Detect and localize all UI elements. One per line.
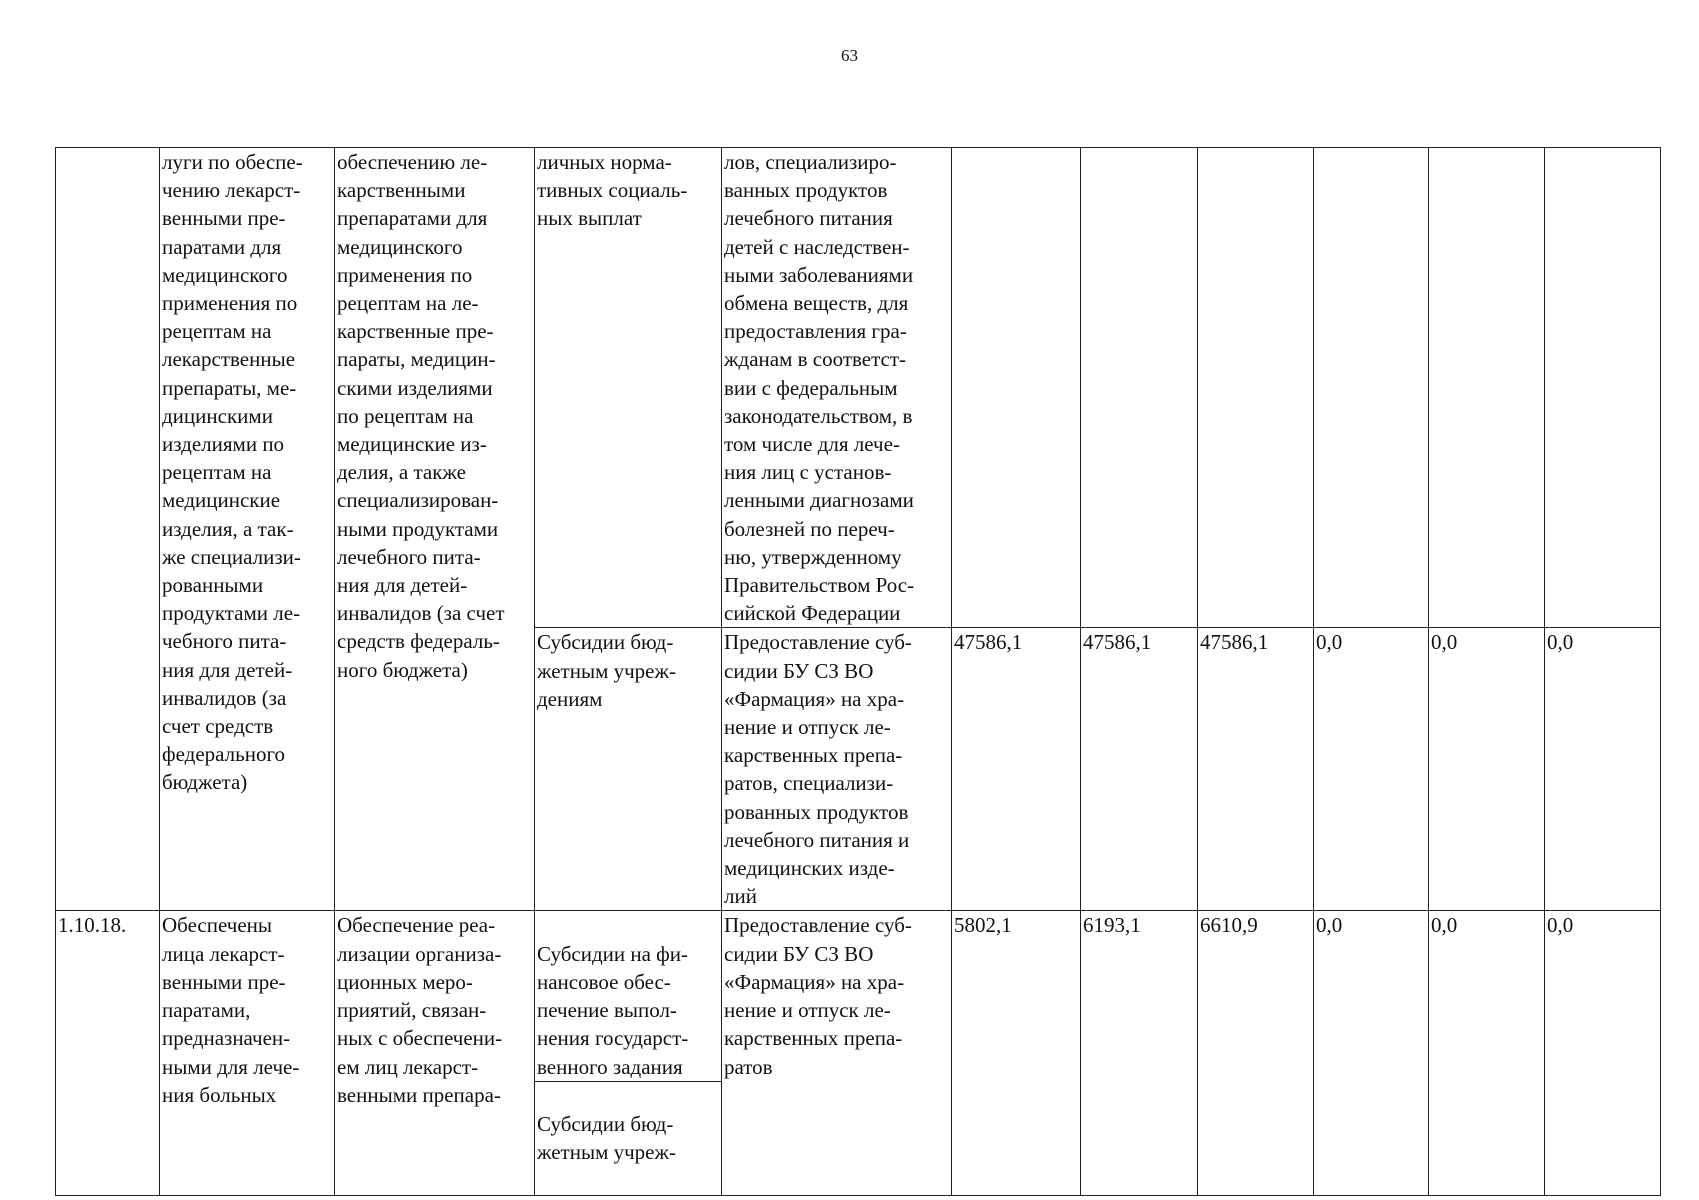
cell-value-3 xyxy=(1198,148,1314,628)
cell-purpose: лов, специализиро- ванных продуктов лечебного питания детей с наследствен- ными заболеваниями обмена веществ, для предоставления гра- жданам в соответст- вии с федеральным законодательством, в том числе для лече- ния лиц с установ- ленными диагнозами болезней по переч- ню, утвержденному Правительством Рос- сийской Федерации xyxy=(722,148,952,628)
cell-value-2: 47586,1 xyxy=(1081,628,1198,911)
cell-value-3: 6610,9 xyxy=(1198,911,1314,1195)
cell-value-1 xyxy=(952,148,1081,628)
cell-purpose: Предоставление суб- сидии БУ СЗ ВО «Фармация» на хра- нение и отпуск ле- карственных препа- ратов xyxy=(722,911,952,1195)
cell-value-1: 5802,1 xyxy=(952,911,1081,1195)
cell-value-6 xyxy=(1545,148,1661,628)
expense-type-first: Субсидии на фи- нансовое обес- печение выпол- нения государст- венного задания xyxy=(535,940,721,1082)
cell-result: Обеспечены лица лекарст- венными пре- паратами, предназначен- ными для лече- ния больных xyxy=(160,911,335,1195)
cell-value-6: 0,0 xyxy=(1545,628,1661,911)
cell-value-5: 0,0 xyxy=(1429,911,1545,1195)
cell-number xyxy=(56,148,160,911)
cell-expense-type: личных норма- тивных социаль- ных выплат xyxy=(535,148,722,628)
table-row xyxy=(56,148,1661,628)
cell-value-6: 0,0 xyxy=(1545,911,1661,1195)
cell-value-2: 6193,1 xyxy=(1081,911,1198,1195)
budget-table xyxy=(55,147,1661,1196)
cell-value-4: 0,0 xyxy=(1314,628,1429,911)
expense-type-second: Субсидии бюд- жетным учреж- xyxy=(537,1111,677,1165)
cell-activity: обеспечению ле- карственными препаратами для медицинского применения по рецептам на ле- карственные пре- параты, медицин- скими изделиями по рецептам на медицинские из- делия, а также специализирован- ными продуктами лечебного пита- ния для детей- инвалидов (за счет средств федераль- ного бюджета) xyxy=(335,148,535,911)
cell-purpose: Предоставление суб- сидии БУ СЗ ВО «Фармация» на хра- нение и отпуск ле- карственных препа- ратов, специализи- рованных продуктов лечебного питания и медицинских изде- лий xyxy=(722,628,952,911)
cell-value-4: 0,0 xyxy=(1314,911,1429,1195)
cell-expense-type: Субсидии бюд- жетным учреж- дениям xyxy=(535,628,722,911)
cell-result: луги по обеспе- чению лекарст- венными пре- паратами для медицинского применения по рецептам на лекарственные препараты, ме- дицинскими изделиями по рецептам на медицинские изделия, а так- же специализи- рованными продуктами ле- чебного пита- ния для детей- инвалидов (за счет средств федерального бюджета) xyxy=(160,148,335,911)
cell-value-5: 0,0 xyxy=(1429,628,1545,911)
cell-value-5 xyxy=(1429,148,1545,628)
page-number: 63 xyxy=(841,46,858,65)
cell-activity: Обеспечение реа- лизации организа- ционных меро- приятий, связан- ных с обеспечени- ем лиц лекарст- венными препара- xyxy=(335,911,535,1195)
cell-value-4 xyxy=(1314,148,1429,628)
cell-value-1: 47586,1 xyxy=(952,628,1081,911)
cell-number: 1.10.18. xyxy=(56,911,160,1195)
cell-value-2 xyxy=(1081,148,1198,628)
table-row xyxy=(56,911,1661,1195)
cell-expense-type xyxy=(535,911,722,1195)
cell-value-3: 47586,1 xyxy=(1198,628,1314,911)
